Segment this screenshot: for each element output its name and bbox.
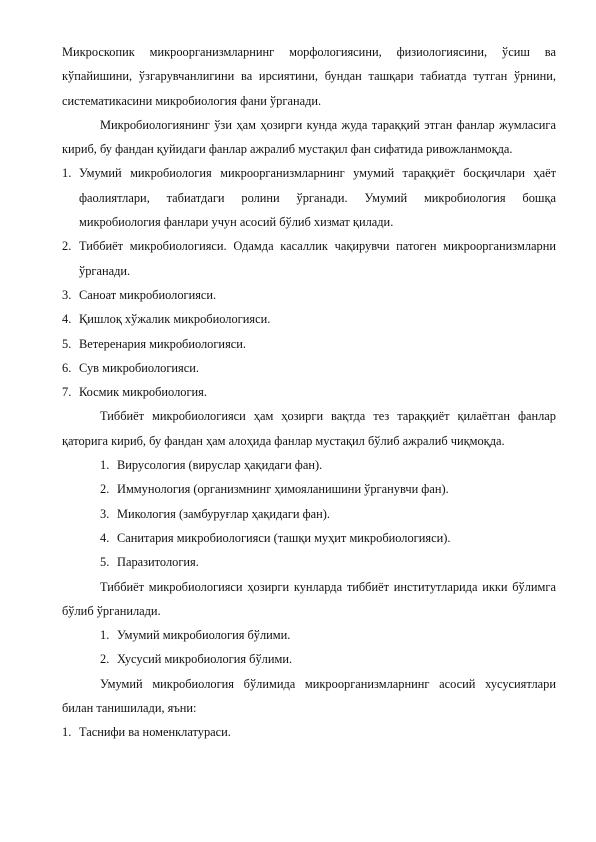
list-item — [62, 477, 556, 501]
properties-list — [62, 720, 556, 744]
list-item — [62, 502, 556, 526]
list-item-text: Таснифи ва номенклатураси. — [79, 725, 231, 740]
list-item-number: 3. — [100, 506, 110, 521]
list-item — [62, 720, 556, 744]
list-item-number: 7. — [62, 385, 72, 400]
microbiology-branches-list — [62, 161, 556, 404]
list-item-text: Иммунология (организмнинг ҳимояланишини ўрганувчи фан). — [117, 482, 449, 497]
list-item-text: Микология (замбуруғлар ҳақидаги фан). — [117, 506, 330, 521]
list-item — [62, 550, 556, 574]
list-item-text: Космик микробиология. — [79, 385, 207, 400]
microbiology-branches-paragraph: Микробиологиянинг ўзи ҳам ҳозирги кунда жуда тараққий этган фанлар жумласига кириб, бу фандан қуйидаги фанлар ажралиб мустақил фан сифатида ривожланмоқда. — [62, 117, 556, 157]
list-item — [62, 332, 556, 356]
list-item — [62, 380, 556, 404]
list-item-text: Ветеренария микробиологияси. — [79, 336, 246, 351]
list-item-number: 1. — [100, 458, 110, 473]
list-item — [62, 647, 556, 671]
list-item — [62, 307, 556, 331]
list-item — [62, 526, 556, 550]
list-item — [62, 283, 556, 307]
medical-microbiology-paragraph: Тиббиёт микробиологияси ҳам ҳозирги вақтда тез тараққиёт қилаётган фанлар қаторига кириб, бу фандан ҳам алоҳида фанлар мустақил бўлиб ажралиб чиқмоқда. — [62, 409, 556, 448]
list-item-number: 2. — [100, 482, 110, 497]
list-item-text: Саноат микробиологияси. — [79, 287, 217, 302]
intro-paragraph: Микроскопик микроорганизмларнинг морфологиясини, физиологиясини, ўсиш ва кўпайишини, ўзгарувчанлигини ва ирсиятини, бундан ташқари табиатда тутган ўрнини, систематикасини микробиология фани ўрганади. — [62, 45, 556, 108]
list-item-text: Санитария микробиологияси (ташқи муҳит микробиологияси). — [117, 530, 451, 545]
list-item-number: 1. — [62, 725, 72, 740]
list-item-number: 5. — [100, 555, 110, 570]
list-item-number: 3. — [62, 287, 72, 302]
list-item-number: 4. — [62, 312, 72, 327]
list-item — [62, 356, 556, 380]
list-item-text: Умумий микробиология бўлими. — [117, 628, 291, 643]
list-item-number: 6. — [62, 360, 72, 375]
list-item-number: 2. — [100, 652, 110, 667]
list-item-text: Сув микробиологияси. — [79, 360, 199, 375]
list-item-number: 5. — [62, 336, 72, 351]
list-item-text: Хусусий микробиология бўлими. — [117, 652, 293, 667]
list-item-number: 2. — [62, 239, 72, 254]
general-section-paragraph: Умумий микробиология бўлимида микроорганизмларнинг асосий хусусиятлари билан танишилади, яъни: — [62, 676, 556, 716]
sections-list — [62, 623, 556, 672]
list-item-number: 1. — [100, 628, 110, 643]
list-item-text: Умумий микробиология микроорганизмларнинг умумий тараққиёт босқичлари ҳаёт фаолиятлари, табиатдаги ролини ўрганади. Умумий микробиология бошқа микробиология фанлари учун асосий бўлиб хизмат қилади. — [79, 166, 556, 230]
medical-subfields-list — [62, 453, 556, 574]
list-item-text: Паразитология. — [117, 555, 199, 570]
list-item-number: 4. — [100, 530, 110, 545]
list-item-text: Тиббиёт микробиологияси. Одамда касаллик чақирувчи патоген микроорганизмларни ўрганади. — [79, 239, 556, 278]
sections-paragraph: Тиббиёт микробиологияси ҳозирги кунларда тиббиёт институтларида икки бўлимга бўлиб ўрганилади. — [62, 579, 556, 618]
list-item — [62, 623, 556, 647]
list-item-text: Қишлоқ хўжалик микробиологияси. — [79, 312, 271, 327]
list-item-number: 1. — [62, 166, 72, 181]
list-item — [62, 234, 556, 283]
list-item — [62, 453, 556, 477]
list-item-text: Вирусология (вируслар ҳақидаги фан). — [117, 458, 323, 473]
list-item — [62, 161, 556, 234]
